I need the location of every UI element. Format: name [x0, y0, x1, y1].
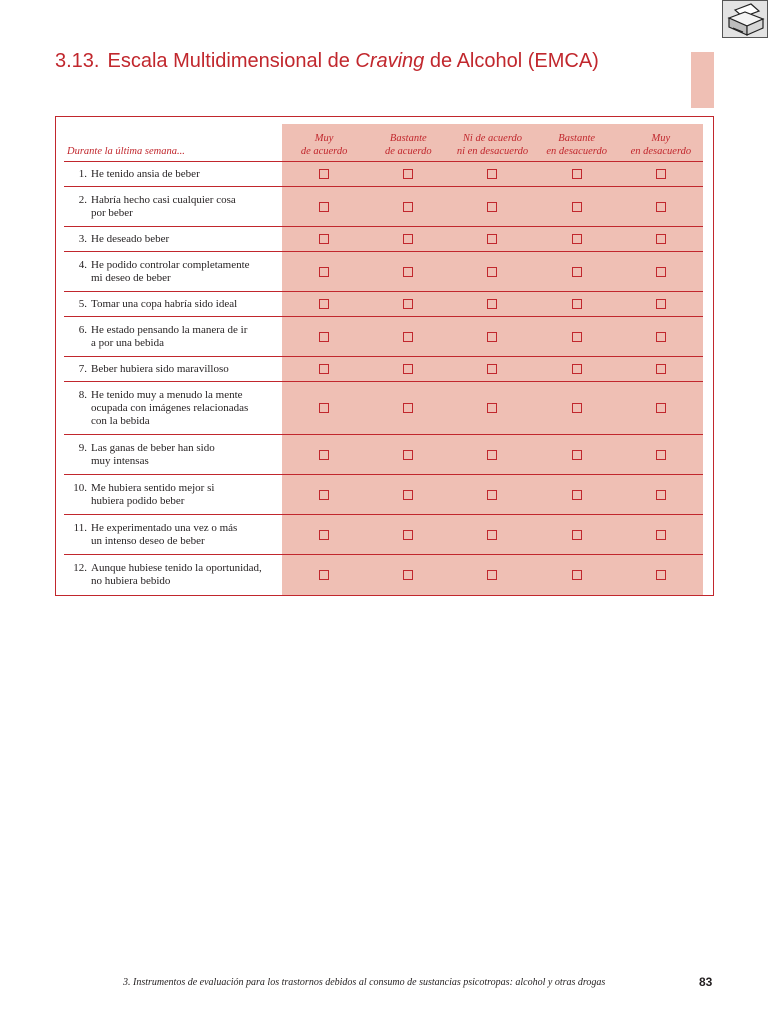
- answer-checkbox[interactable]: [656, 299, 666, 309]
- answer-checkbox[interactable]: [487, 202, 497, 212]
- answer-cell: [619, 475, 703, 515]
- answer-cell: [366, 435, 450, 475]
- answer-checkbox[interactable]: [487, 570, 497, 580]
- item-number: 8.: [78, 388, 87, 401]
- option-header-line: en desacuerdo: [546, 146, 607, 157]
- page-number: 83: [699, 975, 713, 989]
- answer-checkbox[interactable]: [487, 450, 497, 460]
- answer-cell: [366, 292, 450, 317]
- answer-checkbox[interactable]: [487, 299, 497, 309]
- answer-cell: [535, 227, 619, 252]
- item: [67, 442, 278, 468]
- section-number: 3.13.: [55, 50, 100, 72]
- answer-checkbox[interactable]: [572, 234, 582, 244]
- table-row: [64, 227, 703, 252]
- table-row: [64, 555, 703, 595]
- answer-checkbox[interactable]: [319, 169, 329, 179]
- item-number: 1.: [78, 167, 87, 180]
- answer-checkbox[interactable]: [572, 490, 582, 500]
- option-header-line: Ni de acuerdo: [462, 133, 523, 144]
- answer-checkbox[interactable]: [403, 570, 413, 580]
- option-header: [366, 124, 450, 162]
- table-row: [64, 292, 703, 317]
- answer-cell: [535, 435, 619, 475]
- answer-cell: [619, 292, 703, 317]
- answer-cell: [450, 475, 534, 515]
- option-header: [450, 124, 534, 162]
- answer-cell: [619, 162, 703, 187]
- answer-cell: [366, 357, 450, 382]
- answer-checkbox[interactable]: [403, 202, 413, 212]
- item-text-line: Habría hecho casi cualquier cosa: [91, 193, 236, 206]
- answer-cell: [450, 435, 534, 475]
- answer-cell: [619, 435, 703, 475]
- answer-cell: [282, 475, 366, 515]
- item-text-line: He estado pensando la manera de ir: [91, 323, 248, 336]
- answer-cell: [282, 162, 366, 187]
- answer-cell: [282, 317, 366, 357]
- answer-cell: [282, 357, 366, 382]
- item-text-line: He deseado beber: [91, 232, 170, 245]
- answer-checkbox[interactable]: [403, 332, 413, 342]
- answer-checkbox[interactable]: [403, 403, 413, 413]
- answer-cell: [450, 357, 534, 382]
- answer-cell: [535, 187, 619, 227]
- item-cell: [64, 292, 282, 317]
- item-text-line: por beber: [91, 206, 133, 219]
- item-number: 2.: [78, 193, 87, 206]
- item-text: [91, 442, 278, 468]
- answer-cell: [450, 187, 534, 227]
- item-text-line: Las ganas de beber han sido: [91, 441, 215, 454]
- item: [67, 259, 278, 285]
- answer-checkbox[interactable]: [656, 403, 666, 413]
- item-rows: [64, 162, 703, 595]
- answer-checkbox[interactable]: [319, 267, 329, 277]
- table-row: [64, 515, 703, 555]
- item-text-line: no hubiera bebido: [91, 574, 171, 587]
- table-row: [64, 187, 703, 227]
- option-header-line: ni en desacuerdo: [456, 146, 529, 157]
- answer-checkbox[interactable]: [403, 299, 413, 309]
- item-number: 7.: [78, 362, 87, 375]
- answer-cell: [535, 515, 619, 555]
- item-text-line: Me hubiera sentido mejor si: [91, 481, 215, 494]
- item-text: [91, 233, 278, 246]
- answer-cell: [282, 187, 366, 227]
- table-row: [64, 357, 703, 382]
- print-button[interactable]: [722, 0, 768, 38]
- answer-cell: [450, 555, 534, 595]
- answer-cell: [366, 382, 450, 435]
- title-text-after: de Alcohol (EMCA): [424, 50, 599, 72]
- answer-checkbox[interactable]: [403, 234, 413, 244]
- answer-checkbox[interactable]: [319, 364, 329, 374]
- option-header: [535, 124, 619, 162]
- item-number: 5.: [78, 297, 87, 310]
- item-cell: [64, 227, 282, 252]
- item: [67, 168, 278, 181]
- footer-text: 3. Instrumentos de evaluación para los trastornos debidos al consumo de sustancias psicotropas: alcohol y otras drogas: [123, 977, 606, 988]
- item-text-line: muy intensas: [91, 454, 149, 467]
- item-text-line: He experimentado una vez o más: [91, 521, 238, 534]
- answer-checkbox[interactable]: [656, 234, 666, 244]
- answer-cell: [366, 475, 450, 515]
- answer-checkbox[interactable]: [319, 530, 329, 540]
- option-header-line: Bastante: [558, 133, 596, 144]
- answer-checkbox[interactable]: [656, 450, 666, 460]
- item-text: [91, 522, 278, 548]
- item-text: [91, 298, 278, 311]
- item: [67, 562, 278, 588]
- item: [67, 389, 278, 428]
- answer-checkbox[interactable]: [656, 530, 666, 540]
- answer-cell: [619, 187, 703, 227]
- answer-cell: [282, 227, 366, 252]
- answer-cell: [282, 515, 366, 555]
- item-cell: [64, 382, 282, 435]
- answer-checkbox[interactable]: [656, 364, 666, 374]
- option-header-line: Bastante: [389, 133, 427, 144]
- answer-checkbox[interactable]: [487, 490, 497, 500]
- answer-cell: [366, 227, 450, 252]
- item-number: 11.: [73, 521, 87, 534]
- chapter-side-tab: [691, 52, 714, 108]
- answer-cell: [535, 555, 619, 595]
- answer-checkbox[interactable]: [319, 332, 329, 342]
- item-cell: [64, 187, 282, 227]
- item: [67, 482, 278, 508]
- question-stem: Durante la última semana...: [64, 124, 282, 162]
- item-cell: [64, 357, 282, 382]
- item-text-line: un intenso deseo de beber: [91, 534, 205, 547]
- item-text: [91, 482, 278, 508]
- answer-checkbox[interactable]: [487, 332, 497, 342]
- item: [67, 233, 278, 246]
- answer-cell: [282, 555, 366, 595]
- item-cell: [64, 435, 282, 475]
- answer-cell: [366, 317, 450, 357]
- answer-cell: [366, 555, 450, 595]
- answer-checkbox[interactable]: [656, 169, 666, 179]
- item: [67, 194, 278, 220]
- answer-cell: [282, 435, 366, 475]
- answer-cell: [619, 382, 703, 435]
- answer-cell: [450, 227, 534, 252]
- answer-cell: [619, 317, 703, 357]
- answer-checkbox[interactable]: [487, 267, 497, 277]
- item-text-line: He podido controlar completamente: [91, 258, 250, 271]
- item-number: 10.: [73, 481, 87, 494]
- answer-checkbox[interactable]: [572, 570, 582, 580]
- answer-checkbox[interactable]: [487, 403, 497, 413]
- answer-checkbox[interactable]: [403, 169, 413, 179]
- answer-cell: [366, 252, 450, 292]
- answer-checkbox[interactable]: [487, 169, 497, 179]
- answer-checkbox[interactable]: [487, 364, 497, 374]
- answer-checkbox[interactable]: [403, 530, 413, 540]
- answer-checkbox[interactable]: [572, 267, 582, 277]
- item-cell: [64, 475, 282, 515]
- item-number: 6.: [78, 323, 87, 336]
- item-text: [91, 259, 278, 285]
- item-text: [91, 168, 278, 181]
- answer-cell: [366, 162, 450, 187]
- title-text-italic: Craving: [355, 50, 425, 72]
- item-cell: [64, 555, 282, 595]
- title-text-before: Escala Multidimensional de: [107, 50, 356, 72]
- answer-checkbox[interactable]: [487, 234, 497, 244]
- answer-checkbox[interactable]: [319, 234, 329, 244]
- answer-cell: [366, 515, 450, 555]
- answer-checkbox[interactable]: [656, 202, 666, 212]
- table-row: [64, 252, 703, 292]
- answer-checkbox[interactable]: [656, 570, 666, 580]
- item-text-line: hubiera podido beber: [91, 494, 185, 507]
- answer-checkbox[interactable]: [403, 364, 413, 374]
- answer-cell: [619, 252, 703, 292]
- item-text-line: He tenido ansia de beber: [91, 167, 200, 180]
- item-text: [91, 324, 278, 350]
- answer-cell: [535, 292, 619, 317]
- item-text-line: mi deseo de beber: [91, 271, 171, 284]
- table-row: [64, 317, 703, 357]
- answer-cell: [619, 357, 703, 382]
- answer-checkbox[interactable]: [319, 403, 329, 413]
- answer-cell: [619, 555, 703, 595]
- answer-checkbox[interactable]: [403, 490, 413, 500]
- answer-cell: [450, 252, 534, 292]
- item-text-line: a por una bebida: [91, 336, 164, 349]
- item-text: [91, 389, 278, 428]
- item-text-line: Beber hubiera sido maravilloso: [91, 362, 229, 375]
- item-text-line: Aunque hubiese tenido la oportunidad,: [91, 561, 262, 574]
- answer-cell: [282, 292, 366, 317]
- item-cell: [64, 515, 282, 555]
- option-header: [619, 124, 703, 162]
- printer-icon: [723, 1, 767, 37]
- answer-checkbox[interactable]: [403, 450, 413, 460]
- table-header-row: [64, 124, 703, 162]
- item-text-line: ocupada con imágenes relacionadas: [91, 401, 249, 414]
- questionnaire-table: [64, 124, 703, 595]
- answer-cell: [535, 357, 619, 382]
- item-number: 9.: [78, 441, 87, 454]
- answer-checkbox[interactable]: [403, 267, 413, 277]
- item-cell: [64, 317, 282, 357]
- answer-cell: [450, 515, 534, 555]
- answer-cell: [450, 162, 534, 187]
- answer-cell: [619, 515, 703, 555]
- answer-cell: [535, 162, 619, 187]
- answer-cell: [450, 292, 534, 317]
- item-cell: [64, 252, 282, 292]
- answer-checkbox[interactable]: [656, 332, 666, 342]
- answer-checkbox[interactable]: [572, 364, 582, 374]
- item-text: [91, 363, 278, 376]
- answer-checkbox[interactable]: [656, 267, 666, 277]
- answer-checkbox[interactable]: [572, 530, 582, 540]
- answer-checkbox[interactable]: [319, 299, 329, 309]
- option-header: [282, 124, 366, 162]
- answer-cell: [450, 382, 534, 435]
- answer-checkbox[interactable]: [572, 450, 582, 460]
- answer-checkbox[interactable]: [319, 570, 329, 580]
- item: [67, 522, 278, 548]
- answer-cell: [535, 252, 619, 292]
- page-title: [55, 50, 599, 73]
- table-row: [64, 475, 703, 515]
- answer-checkbox[interactable]: [319, 450, 329, 460]
- answer-cell: [282, 382, 366, 435]
- item-text-line: con la bebida: [91, 414, 150, 427]
- answer-cell: [366, 187, 450, 227]
- table-row: [64, 162, 703, 187]
- answer-checkbox[interactable]: [572, 332, 582, 342]
- option-header-line: de acuerdo: [385, 146, 432, 157]
- answer-checkbox[interactable]: [572, 299, 582, 309]
- answer-checkbox[interactable]: [572, 202, 582, 212]
- item-text: [91, 194, 278, 220]
- answer-checkbox[interactable]: [319, 202, 329, 212]
- item: [67, 324, 278, 350]
- answer-cell: [282, 252, 366, 292]
- answer-checkbox[interactable]: [656, 490, 666, 500]
- answer-cell: [450, 317, 534, 357]
- item: [67, 363, 278, 376]
- item-number: 3.: [78, 232, 87, 245]
- item-text-line: He tenido muy a menudo la mente: [91, 388, 243, 401]
- option-header-line: Muy: [651, 133, 671, 144]
- questionnaire-frame: [55, 116, 714, 596]
- table-row: [64, 382, 703, 435]
- table-row: [64, 435, 703, 475]
- answer-cell: [535, 475, 619, 515]
- option-header-line: en desacuerdo: [630, 146, 692, 157]
- answer-checkbox[interactable]: [319, 490, 329, 500]
- option-header-line: Muy: [314, 133, 334, 144]
- item: [67, 298, 278, 311]
- answer-cell: [535, 382, 619, 435]
- item-text-line: Tomar una copa habría sido ideal: [91, 297, 238, 310]
- answer-checkbox[interactable]: [572, 403, 582, 413]
- answer-checkbox[interactable]: [572, 169, 582, 179]
- item-text: [91, 562, 278, 588]
- answer-checkbox[interactable]: [487, 530, 497, 540]
- item-number: 4.: [78, 258, 87, 271]
- answer-cell: [535, 317, 619, 357]
- item-cell: [64, 162, 282, 187]
- option-header-line: de acuerdo: [300, 146, 348, 157]
- answer-cell: [619, 227, 703, 252]
- item-number: 12.: [73, 561, 87, 574]
